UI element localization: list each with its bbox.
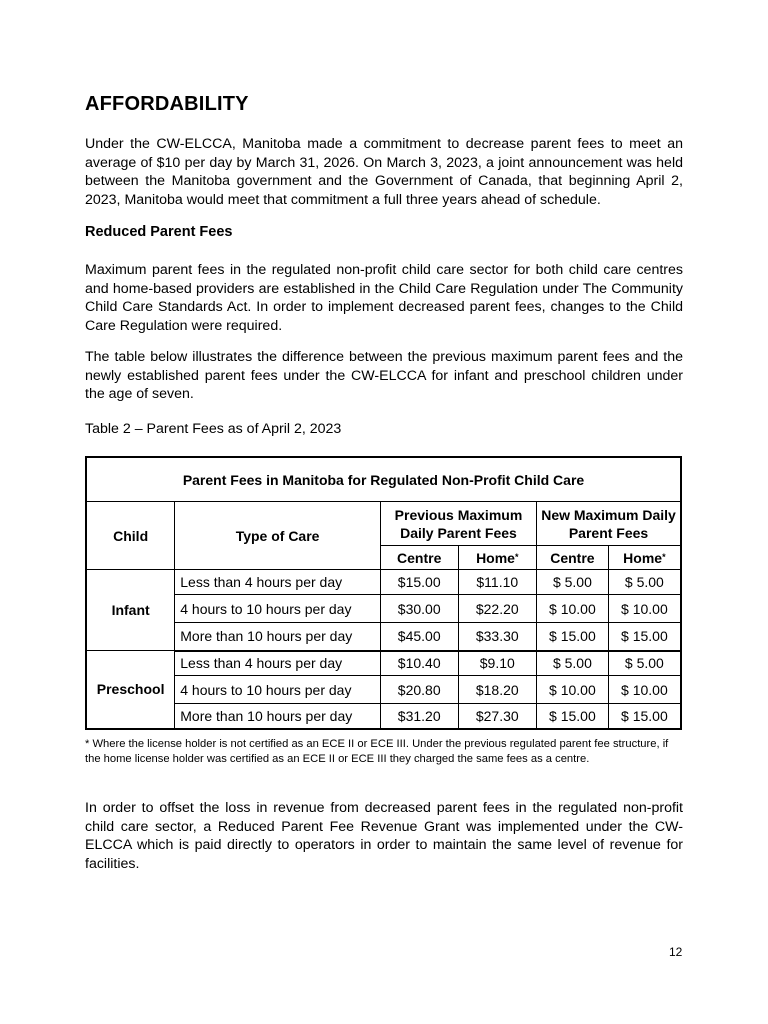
previous-home-fee: $9.10 — [458, 651, 537, 676]
subheader-previous-centre: Centre — [380, 546, 458, 570]
table-row — [86, 704, 681, 729]
subheading-reduced-parent-fees: Reduced Parent Fees — [85, 224, 233, 240]
column-header-child: Child — [86, 502, 175, 570]
parent-fees-table — [85, 456, 682, 730]
table-row — [86, 676, 681, 704]
new-home-fee: $ 15.00 — [608, 704, 681, 729]
new-home-fee: $ 10.00 — [608, 595, 681, 623]
column-header-previous-max: Previous Maximum Daily Parent Fees — [380, 502, 536, 546]
paragraph-commitment: Under the CW-ELCCA, Manitoba made a commitment to decrease parent fees to meet an average of $10 per day by March 31, 2026. On March 3, 2023, a joint announcement was held between the Manitoba government and the Government of Canada, that beginning April 2, 2023, Manitoba would meet that commitment a full three years ahead of schedule. — [85, 136, 683, 208]
new-centre-fee: $ 10.00 — [537, 595, 609, 623]
row-group-infant: Infant — [86, 570, 175, 651]
table-title: Parent Fees in Manitoba for Regulated Non-Profit Child Care — [86, 457, 681, 502]
previous-centre-fee: $10.40 — [380, 651, 458, 676]
paragraph-table-intro: The table below illustrates the difference between the previous maximum parent fees and the newly established parent fees under the CW-ELCCA for infant and preschool children under the age of seven. — [85, 349, 683, 403]
new-centre-fee: $ 15.00 — [537, 623, 609, 651]
previous-home-fee: $18.20 — [458, 676, 537, 704]
previous-home-fee: $33.30 — [458, 623, 537, 651]
table-footnote: * Where the license holder is not certified as an ECE II or ECE III. Under the previous regulated parent fee structure, if the home license holder was certified as an ECE II or ECE III they charged the same fees as a centre. — [85, 738, 669, 765]
new-centre-fee: $ 5.00 — [537, 570, 609, 595]
previous-home-fee: $11.10 — [458, 570, 537, 595]
subheader-previous-home — [458, 546, 537, 570]
new-centre-fee: $ 15.00 — [537, 704, 609, 729]
previous-centre-fee: $15.00 — [380, 570, 458, 595]
new-centre-fee: $ 5.00 — [537, 651, 609, 676]
previous-centre-fee: $31.20 — [380, 704, 458, 729]
subheader-new-centre: Centre — [537, 546, 609, 570]
table-row — [86, 570, 681, 595]
new-home-fee: $ 5.00 — [608, 570, 681, 595]
new-home-fee: $ 5.00 — [608, 651, 681, 676]
page-number: 12 — [669, 945, 683, 959]
subheader-previous-home-label: Home — [476, 550, 515, 566]
new-home-fee: $ 10.00 — [608, 676, 681, 704]
table-row — [86, 595, 681, 623]
previous-centre-fee: $20.80 — [380, 676, 458, 704]
previous-home-fee: $22.20 — [458, 595, 537, 623]
asterisk-marker: * — [662, 552, 666, 562]
type-of-care-cell: Less than 4 hours per day — [175, 570, 381, 595]
paragraph-regulation: Maximum parent fees in the regulated non-profit child care sector for both child care centres and home-based providers are established in the Child Care Regulation under The Community Child Care Standards Act. In order to implement decreased parent fees, changes to the Child Care Regulation were required. — [85, 262, 683, 334]
type-of-care-cell: More than 10 hours per day — [175, 704, 381, 729]
paragraph-revenue-grant: In order to offset the loss in revenue from decreased parent fees in the regulated non-profit child care sector, a Reduced Parent Fee Revenue Grant was implemented under the CW-ELCCA which is paid directly to operators in order to maintain the same level of revenue for facilities. — [85, 800, 683, 872]
previous-centre-fee: $30.00 — [380, 595, 458, 623]
section-title: AFFORDABILITY — [85, 93, 249, 115]
table-row — [86, 651, 681, 676]
new-home-fee: $ 15.00 — [608, 623, 681, 651]
previous-home-fee: $27.30 — [458, 704, 537, 729]
asterisk-marker: * — [514, 552, 519, 562]
column-header-type-of-care: Type of Care — [175, 502, 381, 570]
type-of-care-cell: More than 10 hours per day — [175, 623, 381, 651]
type-of-care-cell: 4 hours to 10 hours per day — [175, 595, 381, 623]
new-centre-fee: $ 10.00 — [537, 676, 609, 704]
subheader-new-home-label: Home — [623, 550, 663, 566]
table-caption: Table 2 – Parent Fees as of April 2, 2023 — [85, 421, 342, 437]
row-group-preschool: Preschool — [86, 651, 175, 729]
table-row — [86, 623, 681, 651]
column-header-new-max: New Maximum Daily Parent Fees — [537, 502, 681, 546]
subheader-new-home — [608, 546, 681, 570]
previous-centre-fee: $45.00 — [380, 623, 458, 651]
type-of-care-cell: 4 hours to 10 hours per day — [175, 676, 381, 704]
type-of-care-cell: Less than 4 hours per day — [175, 651, 381, 676]
